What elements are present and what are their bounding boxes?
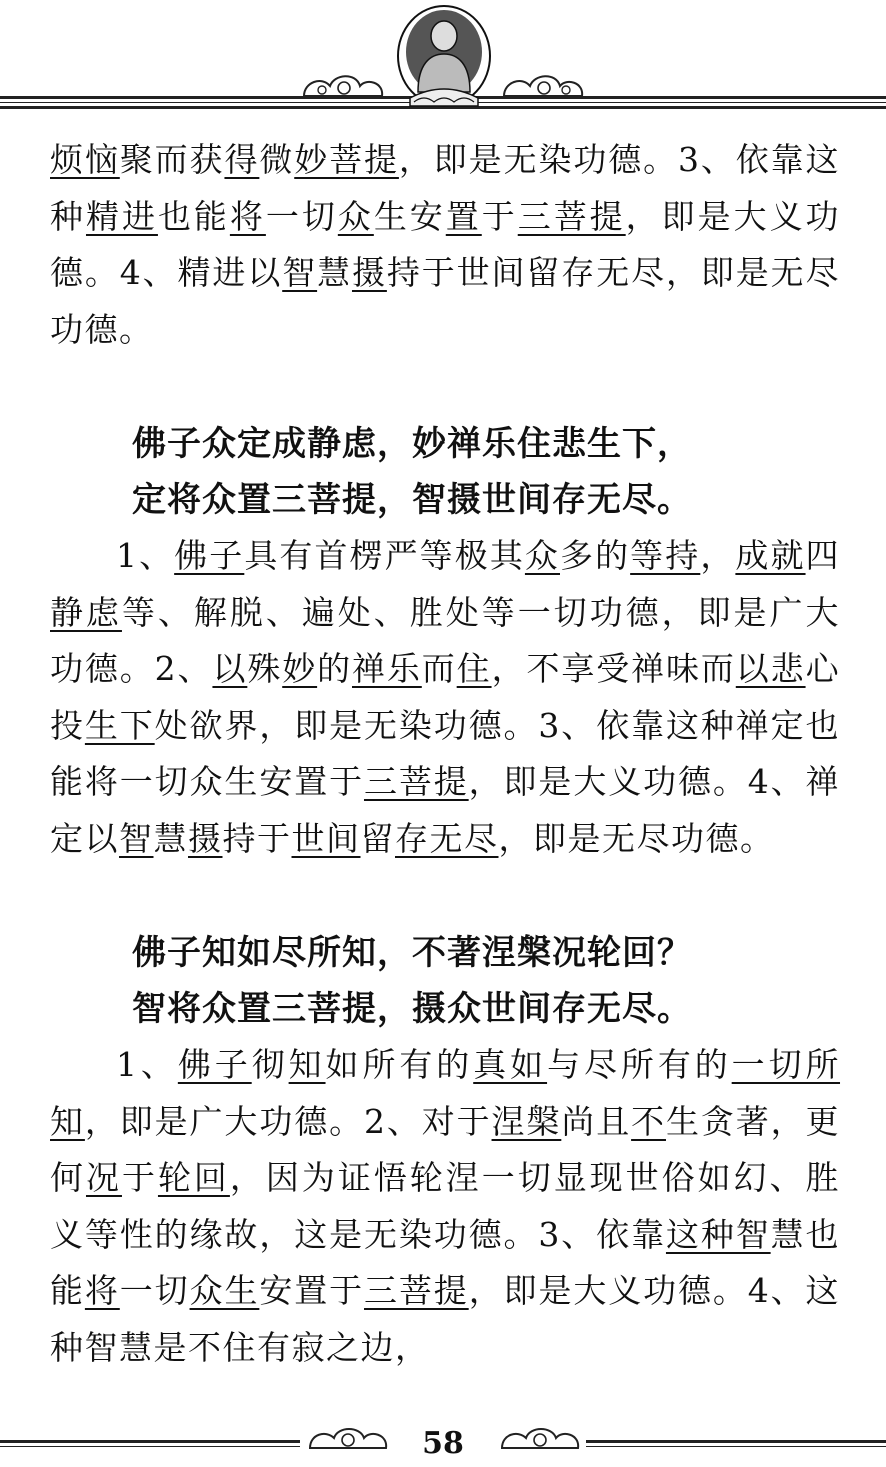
cloud-ornament-left-icon [306,1422,390,1454]
underlined-term: 真如 [473,1045,548,1084]
underlined-term: 置 [445,196,482,236]
verse-line: 定将众置三菩提，智摄世间存无尽。 [132,480,692,520]
text-run: 安置于 [259,1271,365,1310]
underlined-term: 智 [282,253,318,292]
paragraph [50,1037,840,1376]
underlined-term: 三菩提 [363,762,469,801]
text-run: 具有首楞严等极其 [244,536,525,575]
underlined-term: 禅乐 [352,649,422,688]
text-run: 持于世间留存无尽，即是无尽功德。 [50,253,841,349]
text-run: ，即是无尽功德。 [498,818,775,858]
text-run: 1、 [116,536,175,575]
footer-rule-thin [586,1446,886,1447]
text-run: 尚且 [561,1101,632,1141]
underlined-term: 将 [229,196,266,236]
underlined-term: 无尽 [429,818,499,858]
underlined-term: 以 [212,649,248,688]
cloud-ornament-right-icon [500,68,588,102]
text-run: ，即是大义功德。4、禅定以 [50,762,841,858]
text-run: 一切 [265,196,338,236]
underlined-term: 烦恼 [50,140,120,179]
text-run: ，即是无染功德。3、依靠这种 [50,140,841,236]
cloud-ornament-right-icon [498,1422,582,1454]
underlined-term: 佛子 [174,536,245,575]
underlined-term: 存 [395,818,430,858]
text-run: 生贪著，更何 [50,1101,841,1197]
underlined-term: 众生 [189,1271,260,1310]
text-run: 殊 [247,649,283,688]
text-run: 1、 [116,1045,178,1084]
text-run: 与尽所有的 [547,1045,732,1084]
underlined-term: 众 [337,196,374,236]
section-gap [50,867,840,925]
text-run: 聚而获 [119,140,225,179]
underlined-term: 住 [456,649,492,688]
verse-line: 智将众置三菩提，摄众世间存无尽。 [132,989,692,1029]
underlined-term: 成就 [735,536,806,575]
page-footer [0,1408,886,1467]
underlined-term: 生下 [84,705,155,745]
underlined-term: 得 [224,140,260,179]
underlined-term: 这种智 [665,1214,771,1254]
page-content [50,132,840,1376]
text-run: 而 [421,649,457,688]
text-run: 也能 [157,196,230,236]
underlined-term: 三菩提 [364,1271,469,1310]
text-run: ，即是大义功德。4、精进以 [50,196,841,292]
text-run: 心投 [50,649,841,745]
text-run: 的 [317,649,352,688]
text-run: 慧 [317,253,352,292]
underlined-term: 智 [119,818,154,858]
text-run: ，不享受禅味而 [491,649,736,688]
verse-line: 佛子众定成静虑，妙禅乐住悲生下， [132,424,692,464]
underlined-term: 一切所知 [50,1045,841,1141]
underlined-term: 摄 [351,253,387,292]
text-run: 于 [481,196,518,236]
text-run: 生安 [373,196,446,236]
text-run: 慧 [153,818,188,858]
text-run: 于 [121,1158,158,1197]
underlined-term: 世间 [291,818,361,858]
text-run: ，因为证悟轮涅一切显现世俗如幻、胜义等性的缘故，这是无染功德。3、依靠 [50,1158,841,1254]
footer-rule [586,1440,886,1443]
underlined-term: 众 [524,536,560,575]
verse-line: 佛子知如尽所知，不著涅槃况轮回？ [132,933,692,973]
text-run: 多的 [560,536,631,575]
underlined-term: 佛子 [177,1045,252,1084]
text-run: 微 [259,140,295,179]
page-number: 58 [422,1426,464,1461]
underlined-term: 精进 [85,196,158,236]
paragraph [50,132,840,358]
underlined-term: 摄 [188,818,223,858]
underlined-term: 等持 [630,536,701,575]
footer-rule [0,1440,300,1443]
underlined-term: 妙菩提 [294,140,399,179]
footer-rule-thin [0,1446,300,1447]
text-run: 处欲界，即是无染功德。3、依靠这种禅定也能将一切众生安置于 [50,705,841,801]
text-run: ， [700,536,736,575]
cloud-ornament-left-icon [300,68,388,102]
text-run: 四 [805,536,841,575]
underlined-term: 三菩提 [517,196,626,236]
section-gap [50,358,840,416]
underlined-term: 况 [85,1158,122,1197]
text-run: 彻 [251,1045,289,1084]
buddha-emblem-icon [392,2,496,110]
page-header [0,0,886,118]
text-run: 留 [360,818,395,858]
paragraph [50,528,840,867]
underlined-term: 知 [288,1045,326,1084]
text-run: 慧也能 [50,1214,841,1310]
text-run: 等、解脱、遍处、胜处等一切功德，即是广大功德。2、 [50,592,841,688]
underlined-term: 不 [631,1101,666,1141]
underlined-term: 将 [84,1271,120,1310]
underlined-term: 以悲 [735,649,806,688]
text-run: ，即是大义功德。4、这种智慧是不住有寂之边， [50,1271,841,1367]
underlined-term: 妙 [282,649,318,688]
text-run: 一切 [119,1271,190,1310]
underlined-term: 静虑 [50,592,122,632]
text-run: ，即是广大功德。2、对于 [84,1101,492,1141]
underlined-term: 轮回 [157,1158,230,1197]
text-run: 持于 [222,818,292,858]
underlined-term: 涅槃 [491,1101,562,1141]
text-run: 如所有的 [325,1045,474,1084]
